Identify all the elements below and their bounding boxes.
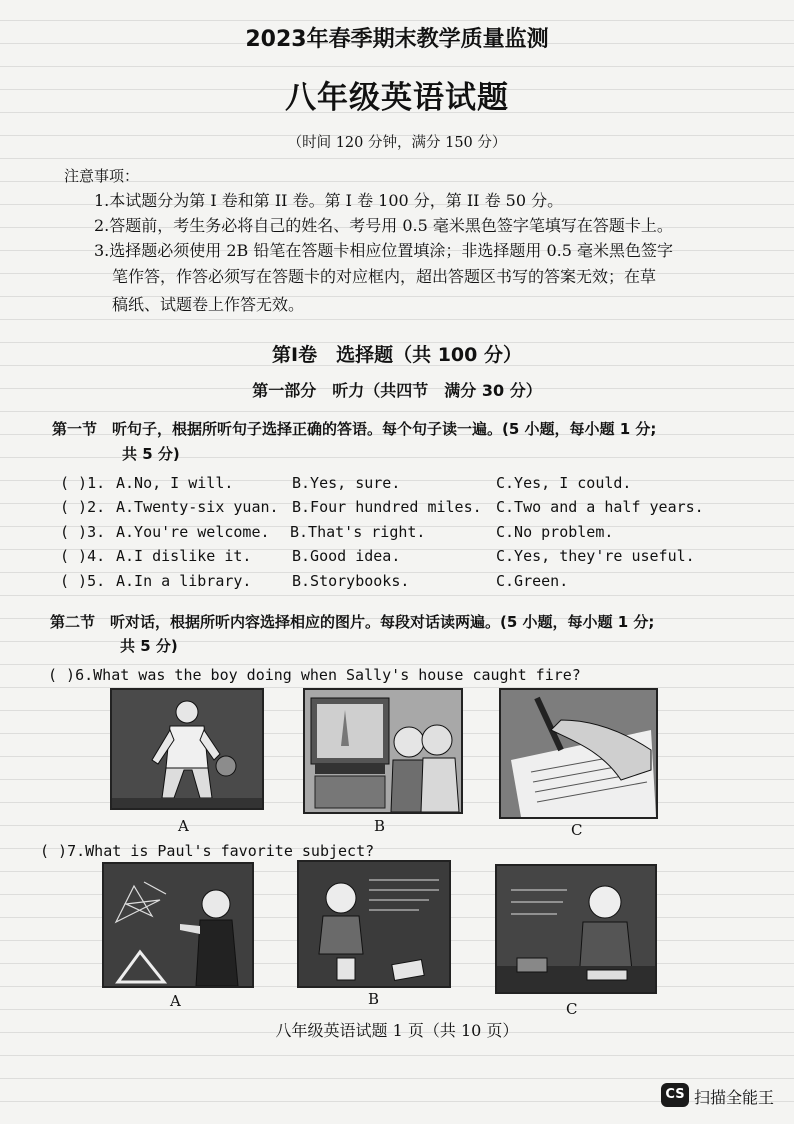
option-b: B.That's right. [290, 523, 426, 541]
picture-label: B [374, 817, 386, 835]
picture-basketball [110, 688, 264, 810]
picture-label: C [571, 821, 583, 839]
notes-title: 注意事项： [64, 167, 140, 185]
question-number: ( )4. [60, 547, 106, 565]
picture-label: A [170, 992, 181, 1010]
question-6: ( )6.What was the boy doing when Sally's house caught fire? [48, 666, 581, 684]
option-b: B.Yes, sure. [292, 474, 401, 492]
section2-instructions: 第二节 听对话，根据所听内容选择相应的图片。每段对话读两遍。(5 小题，每小题 1 分; [50, 613, 655, 631]
section1-instructions-cont: 共 5 分) [122, 445, 180, 463]
section1-instructions: 第一节 听句子，根据所听句子选择正确的答语。每个句子读一遍。(5 小题，每小题 1 分; [52, 420, 657, 438]
boy-playing-basketball-illustration [112, 690, 262, 808]
picture-history-class [495, 864, 657, 994]
exam-heading: 2023年春季期末教学质量监测 [245, 27, 549, 52]
time-info: （时间 120 分钟，满分 150 分） [287, 135, 507, 151]
option-c: C.Yes, I could. [496, 474, 632, 492]
option-b: B.Good idea. [292, 547, 401, 565]
option-a: A.I dislike it. [116, 547, 252, 565]
volume-title: 第Ⅰ卷 选择题（共 100 分） [272, 344, 522, 366]
picture-watching-tv [303, 688, 463, 814]
math-teacher-illustration [104, 864, 252, 986]
picture-writing [499, 688, 658, 819]
note-item: 3.选择题必须使用 2B 铅笔在答题卡相应位置填涂；非选择题用 0.5 毫米黑色签字 [94, 241, 673, 260]
picture-english-class [297, 860, 451, 988]
note-item-continued: 笔作答，作答必须写在答题卡的对应框内，超出答题区书写的答案无效；在草 [112, 267, 657, 286]
option-a: A.In a library. [116, 572, 252, 590]
option-b: B.Storybooks. [292, 572, 410, 590]
question-number: ( )3. [60, 523, 106, 541]
camscanner-logo-icon: CS [661, 1083, 689, 1107]
picture-math-class [102, 862, 254, 988]
part-title: 第一部分 听力（共四节 满分 30 分） [252, 381, 542, 400]
camscanner-name: 扫描全能王 [694, 1088, 775, 1107]
page-footer: 八年级英语试题 1 页（共 10 页） [275, 1021, 519, 1040]
option-c: C.No problem. [496, 523, 614, 541]
note-item: 1.本试题分为第 I 卷和第 II 卷。第 I 卷 100 分，第 II 卷 50 分。 [94, 191, 564, 210]
option-a: A.You're welcome. [116, 523, 270, 541]
children-watching-tv-illustration [305, 690, 461, 812]
question-number: ( )2. [60, 498, 106, 516]
question-number: ( )1. [60, 474, 106, 492]
note-item-continued: 稿纸、试题卷上作答无效。 [112, 295, 305, 314]
history-teacher-illustration [497, 866, 655, 992]
option-c: C.Two and a half years. [496, 498, 704, 516]
option-c: C.Green. [496, 572, 569, 590]
english-student-illustration [299, 862, 449, 986]
picture-label: B [368, 990, 380, 1008]
option-c: C.Yes, they're useful. [496, 547, 695, 565]
hand-writing-illustration [501, 690, 656, 817]
question-number: ( )5. [60, 572, 106, 590]
note-item: 2.答题前，考生务必将自己的姓名、考号用 0.5 毫米黑色签字笔填写在答题卡上。 [94, 216, 673, 235]
picture-label: C [566, 1000, 578, 1018]
section2-instructions-cont: 共 5 分) [120, 637, 178, 655]
picture-label: A [178, 817, 189, 835]
option-b: B.Four hundred miles. [292, 498, 482, 516]
question-7: ( )7.What is Paul's favorite subject? [40, 842, 375, 860]
option-a: A.Twenty-six yuan. [116, 498, 279, 516]
paper-title: 八年级英语试题 [285, 80, 509, 116]
option-a: A.No, I will. [116, 474, 234, 492]
